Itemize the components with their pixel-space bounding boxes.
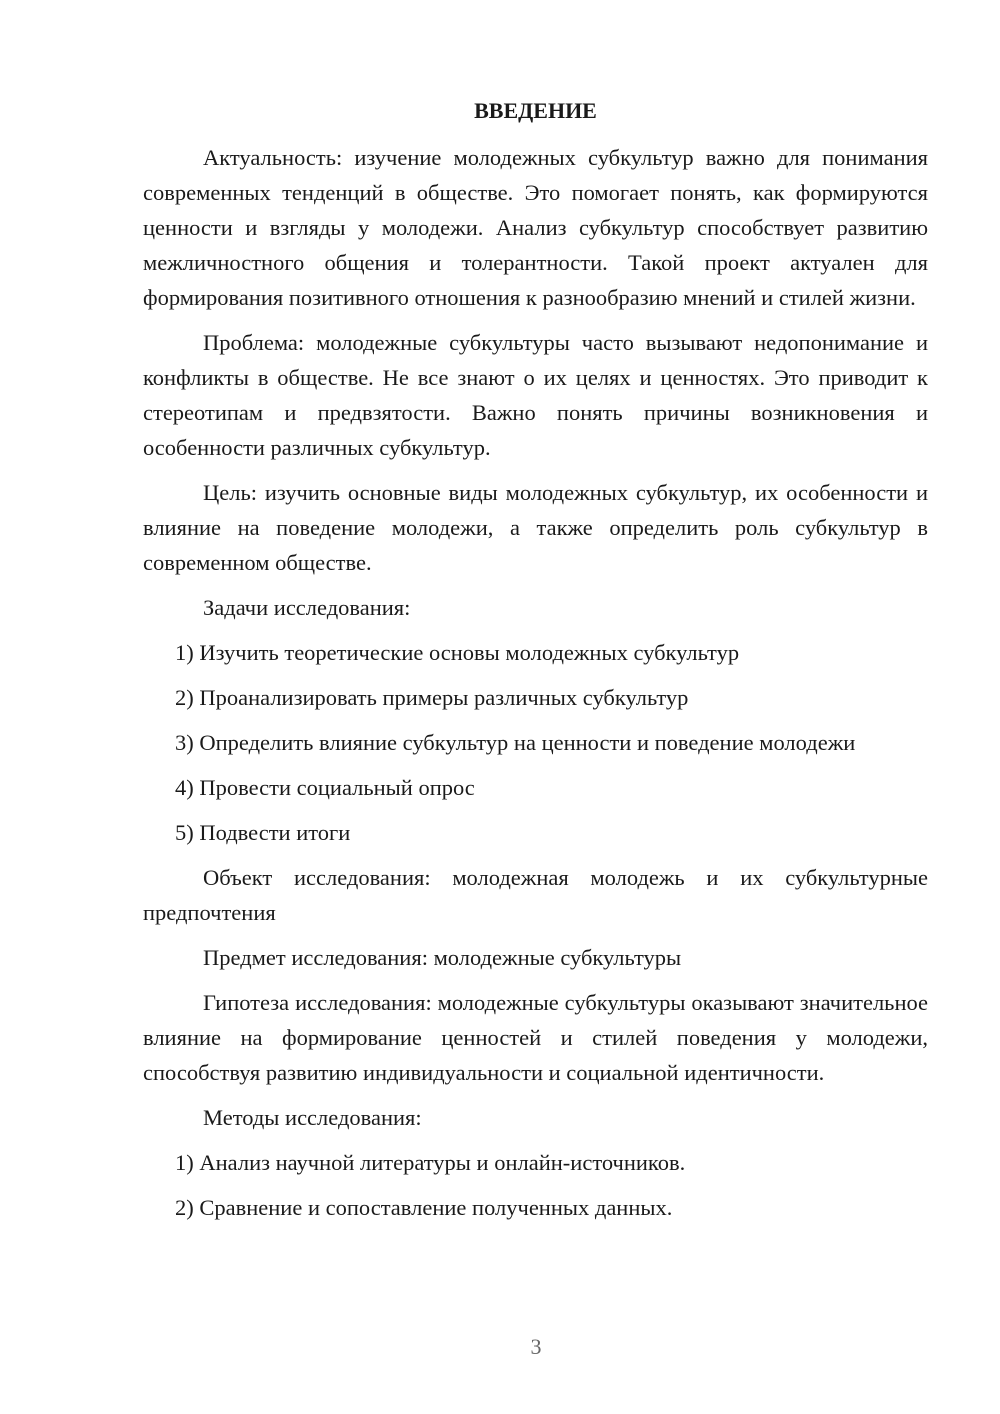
methods-list — [143, 1145, 928, 1225]
task-item: 2) Проанализировать примеры различных субкультур — [175, 685, 689, 710]
relevance-paragraph: Актуальность: изучение молодежных субкультур важно для понимания современных тенденций в обществе. Это помогает понять, как формируются ценности и взгляды у молодежи. Анализ субкультур способствует развитию межличностного общения и толерантности. Такой проект актуален для формирования позитивного отношения к разнообразию мнений и стилей жизни. — [143, 145, 928, 310]
methods-heading: Методы исследования: — [203, 1105, 422, 1130]
tasks-heading: Задачи исследования: — [203, 595, 411, 620]
object-paragraph: Объект исследования: молодежная молодежь и их субкультурные предпочтения — [143, 865, 928, 925]
goal-paragraph: Цель: изучить основные виды молодежных субкультур, их особенности и влияние на поведение молодежи, а также определить роль субкультур в современном обществе. — [143, 480, 928, 575]
page-number: 3 — [530, 1334, 542, 1359]
subject-paragraph: Предмет исследования: молодежные субкультуры — [203, 945, 682, 970]
task-item: 1) Изучить теоретические основы молодежных субкультур — [175, 640, 740, 665]
hypothesis-paragraph: Гипотеза исследования: молодежные субкультуры оказывают значительное влияние на формирование ценностей и стилей поведения у молодежи, способствуя развитию индивидуальности и социальной идентичности. — [143, 990, 928, 1085]
method-item: 2) Сравнение и сопоставление полученных данных. — [175, 1195, 673, 1220]
task-item: 4) Провести социальный опрос — [175, 775, 475, 800]
task-item: 5) Подвести итоги — [175, 820, 351, 845]
method-item: 1) Анализ научной литературы и онлайн-источников. — [175, 1150, 686, 1175]
problem-paragraph: Проблема: молодежные субкультуры часто вызывают недопонимание и конфликты в обществе. Не все знают о их целях и ценностях. Это приводит к стереотипам и предвзятости. Важно понять причины возникновения и особенности различных субкультур. — [143, 330, 928, 460]
text-column — [143, 96, 928, 1235]
section-title: ВВЕДЕНИЕ — [474, 98, 597, 123]
tasks-list — [143, 635, 928, 850]
task-item: 3) Определить влияние субкультур на ценности и поведение молодежи — [175, 730, 856, 755]
